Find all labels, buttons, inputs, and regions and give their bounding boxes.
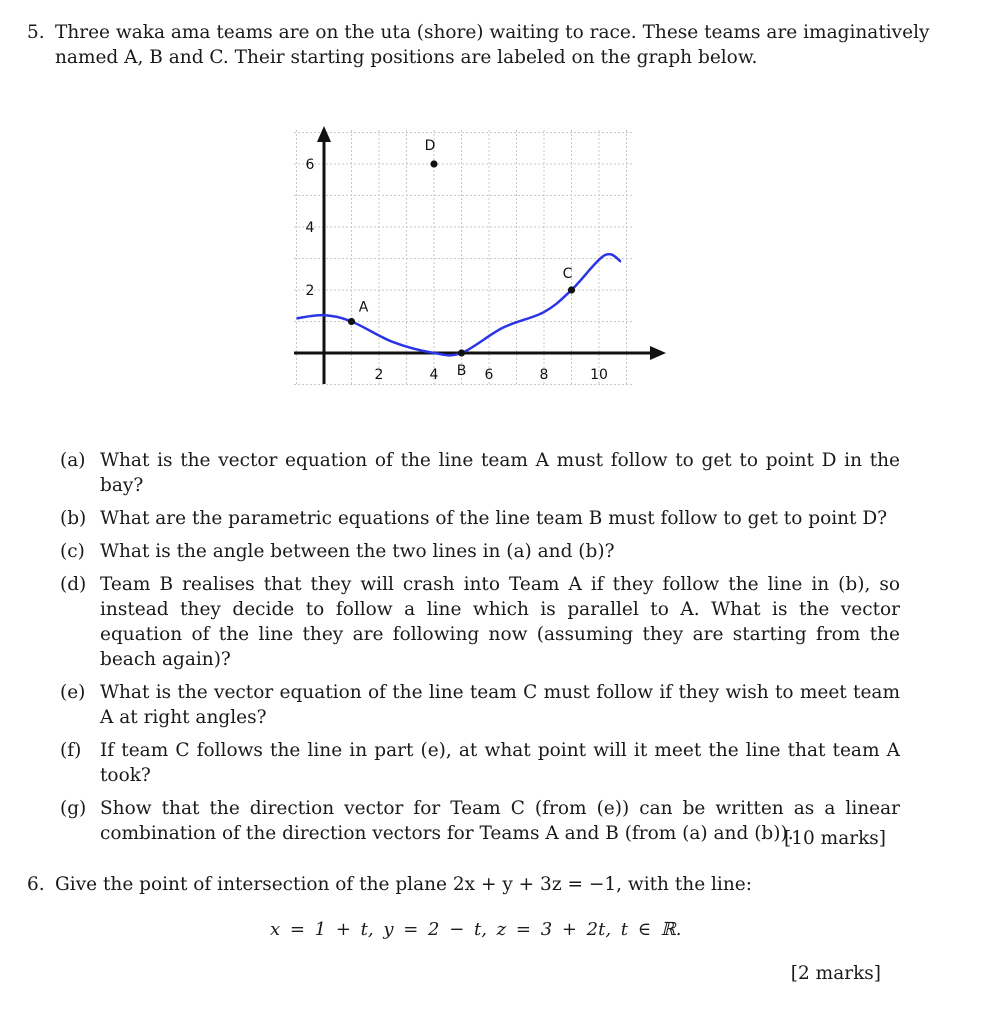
question-5-number: 5. <box>27 22 45 43</box>
part-g-text: Show that the direction vector for Team C (from (e)) can be written as a linear combination of the direction vectors for Teams A and B (from (a) and (b)). <box>100 798 900 844</box>
y-tick-label: 4 <box>305 220 315 236</box>
x-tick-labels <box>375 367 608 383</box>
y-axis-arrow <box>317 126 331 142</box>
point-b-label: B <box>456 363 467 379</box>
part-g-label: (g) <box>60 798 87 819</box>
y-tick-label: 6 <box>305 157 315 173</box>
question-5-text: Three waka ama teams are on the uta (shore) waiting to race. These teams are imaginatively named A, B and C. Their starting positions are labeled on the graph below. <box>55 22 930 68</box>
part-a-label: (a) <box>60 450 86 471</box>
part-e-text: What is the vector equation of the line team C must follow if they wish to meet team A at right angles? <box>100 682 900 728</box>
question-6-text: Give the point of intersection of the plane 2x + y + 3z = −1, with the line: <box>55 874 752 895</box>
part-g <box>60 796 900 846</box>
part-c-label: (c) <box>60 541 85 562</box>
point-a <box>348 318 355 325</box>
part-f-text: If team C follows the line in part (e), at what point will it meet the line that team A took? <box>100 740 900 786</box>
point-b <box>458 349 465 356</box>
y-tick-labels <box>306 157 315 299</box>
question-6-number: 6. <box>27 874 45 895</box>
part-a <box>60 448 900 498</box>
point-c-label: C <box>562 266 573 282</box>
x-tick-label: 4 <box>429 367 439 383</box>
part-d <box>60 572 900 672</box>
x-tick-label: 2 <box>374 367 384 383</box>
point-d-label: D <box>424 138 436 154</box>
graph <box>284 122 674 402</box>
x-axis-arrow <box>650 346 666 360</box>
point-d <box>430 160 437 167</box>
question-6-marks: [2 marks] <box>790 963 881 984</box>
part-e <box>60 680 900 730</box>
part-e-label: (e) <box>60 682 86 703</box>
x-tick-label: 8 <box>539 367 549 383</box>
x-tick-label: 6 <box>484 367 494 383</box>
question-5-marks: [10 marks] <box>784 828 886 849</box>
part-f <box>60 738 900 788</box>
part-d-label: (d) <box>60 574 87 595</box>
part-b-text: What are the parametric equations of the line team B must follow to get to point D? <box>100 508 888 529</box>
part-f-label: (f) <box>60 740 82 761</box>
question-6-equation: x = 1 + t, y = 2 − t, z = 3 + 2t, t ∈ ℝ. <box>270 919 682 940</box>
part-b <box>60 506 900 531</box>
x-tick-label: 10 <box>590 367 608 383</box>
part-d-text: Team B realises that they will crash into Team A if they follow the line in (b), so instead they decide to follow a line which is parallel to A. What is the vector equation of the line they are following now (assuming they are starting from the beach again)? <box>100 574 900 670</box>
point-a-label: A <box>358 299 369 316</box>
y-tick-label: 2 <box>305 283 315 299</box>
part-c-text: What is the angle between the two lines in (a) and (b)? <box>100 541 615 562</box>
part-a-text: What is the vector equation of the line team A must follow to get to point D in the bay? <box>100 450 900 496</box>
question-5-parts <box>60 448 900 854</box>
grid <box>294 130 634 385</box>
part-b-label: (b) <box>60 508 87 529</box>
point-c <box>568 286 575 293</box>
part-c <box>60 539 900 564</box>
